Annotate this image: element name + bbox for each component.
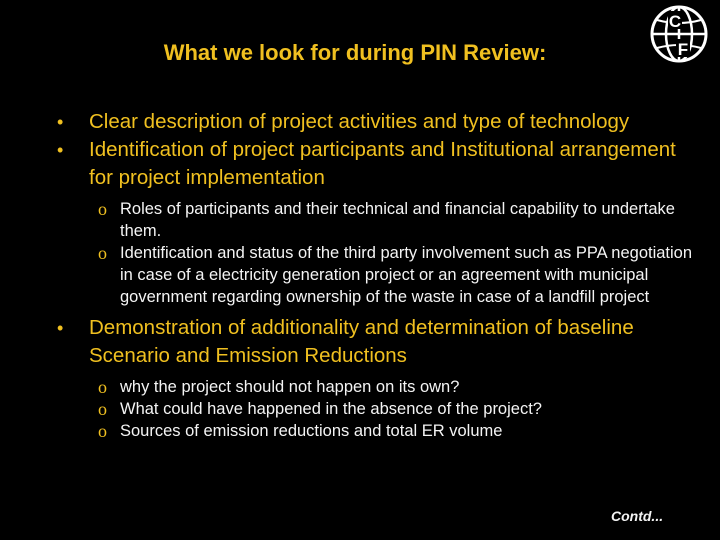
sub-text: Roles of participants and their technical and financial capability to undertake them. [120,200,675,240]
bullet-item [55,314,705,370]
sub-item [55,198,705,242]
logo-letter-f: F [677,40,689,59]
bullet-marker: • [57,318,64,338]
bullet-text: Identification of project participants and Institutional arrangement for project implementation [89,138,676,189]
bullet-text: Clear description of project activities and type of technology [89,110,630,133]
sub-marker: o [98,199,107,219]
sub-item [55,242,705,308]
sub-marker: o [98,243,107,263]
sub-marker: o [98,399,107,419]
sub-list [55,376,705,442]
sub-item [55,420,705,442]
sub-marker: o [98,377,107,397]
slide-title: What we look for during PIN Review: [163,40,547,65]
bullet-marker: • [57,140,64,160]
bullet-marker: • [57,112,64,132]
sub-item [55,398,705,420]
bullet-list [55,108,705,448]
sub-text: Identification and status of the third party involvement such as PPA negotiation in case of a electricity generation project or an agreement with municipal government regarding ownership of the waste in case of a landfill project [120,244,693,306]
bullet-item [55,108,705,136]
sub-item [55,376,705,398]
sub-text: Sources of emission reductions and total ER volume [120,422,503,440]
bullet-item [55,136,705,192]
sub-list [55,198,705,308]
bullet-text: Demonstration of additionality and determination of baseline Scenario and Emission Reductions [89,316,634,367]
sub-text: why the project should not happen on its own? [120,378,460,396]
sub-marker: o [98,421,107,441]
continued-label: Contd... [611,508,664,524]
globe-logo-icon [645,2,713,66]
sub-text: What could have happened in the absence of the project? [120,400,542,418]
logo-letter-c: C [668,12,682,31]
